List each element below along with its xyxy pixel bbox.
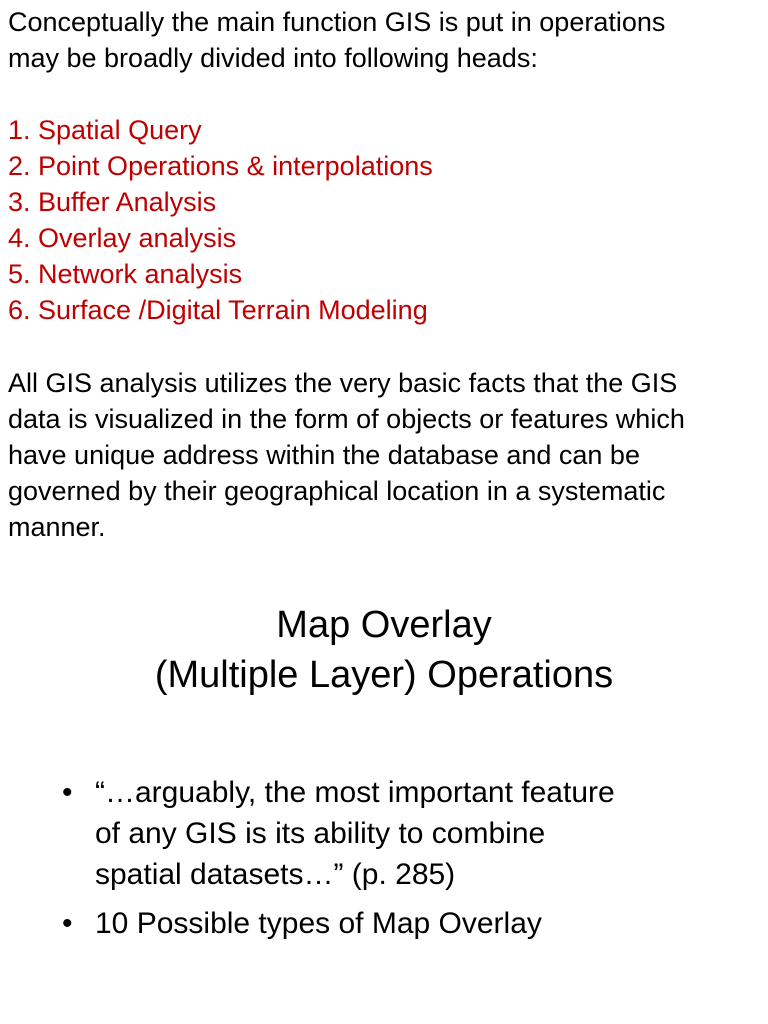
bullet-item-overlay-types (62, 903, 722, 944)
gis-operations-list (8, 112, 763, 328)
quote-line: of any GIS is its ability to combine (95, 817, 546, 850)
summary-line: data is visualized in the form of objects or features which (8, 404, 685, 434)
intro-line: may be broadly divided into following heads: (8, 43, 538, 73)
overlay-types-text: 10 Possible types of Map Overlay (95, 907, 542, 940)
section-title (0, 600, 768, 700)
summary-line: manner. (8, 512, 106, 542)
list-item-buffer-analysis: 3. Buffer Analysis (8, 187, 217, 217)
section-title-line: (Multiple Layer) Operations (154, 654, 614, 696)
intro-paragraph (8, 4, 763, 76)
summary-line: All GIS analysis utilizes the very basic facts that the GIS (8, 368, 678, 398)
list-item-network-analysis: 5. Network analysis (8, 259, 243, 289)
intro-line: Conceptually the main function GIS is put in operations (8, 7, 666, 37)
bullet-marker: • (62, 907, 73, 940)
list-item-surface-modeling: 6. Surface /Digital Terrain Modeling (8, 295, 428, 325)
list-item-point-operations: 2. Point Operations & interpolations (8, 151, 433, 181)
summary-line: have unique address within the database and can be (8, 440, 640, 470)
quote-line: “…arguably, the most important feature (95, 776, 615, 809)
bullet-list (62, 772, 722, 952)
quote-line: spatial datasets…” (p. 285) (95, 858, 456, 891)
section-title-line: Map Overlay (276, 604, 492, 646)
list-item-overlay-analysis: 4. Overlay analysis (8, 223, 237, 253)
bullet-item-quote (62, 772, 722, 895)
bullet-marker: • (62, 776, 73, 809)
summary-paragraph (8, 365, 763, 545)
summary-line: governed by their geographical location in a systematic (8, 476, 666, 506)
list-item-spatial-query: 1. Spatial Query (8, 115, 202, 145)
